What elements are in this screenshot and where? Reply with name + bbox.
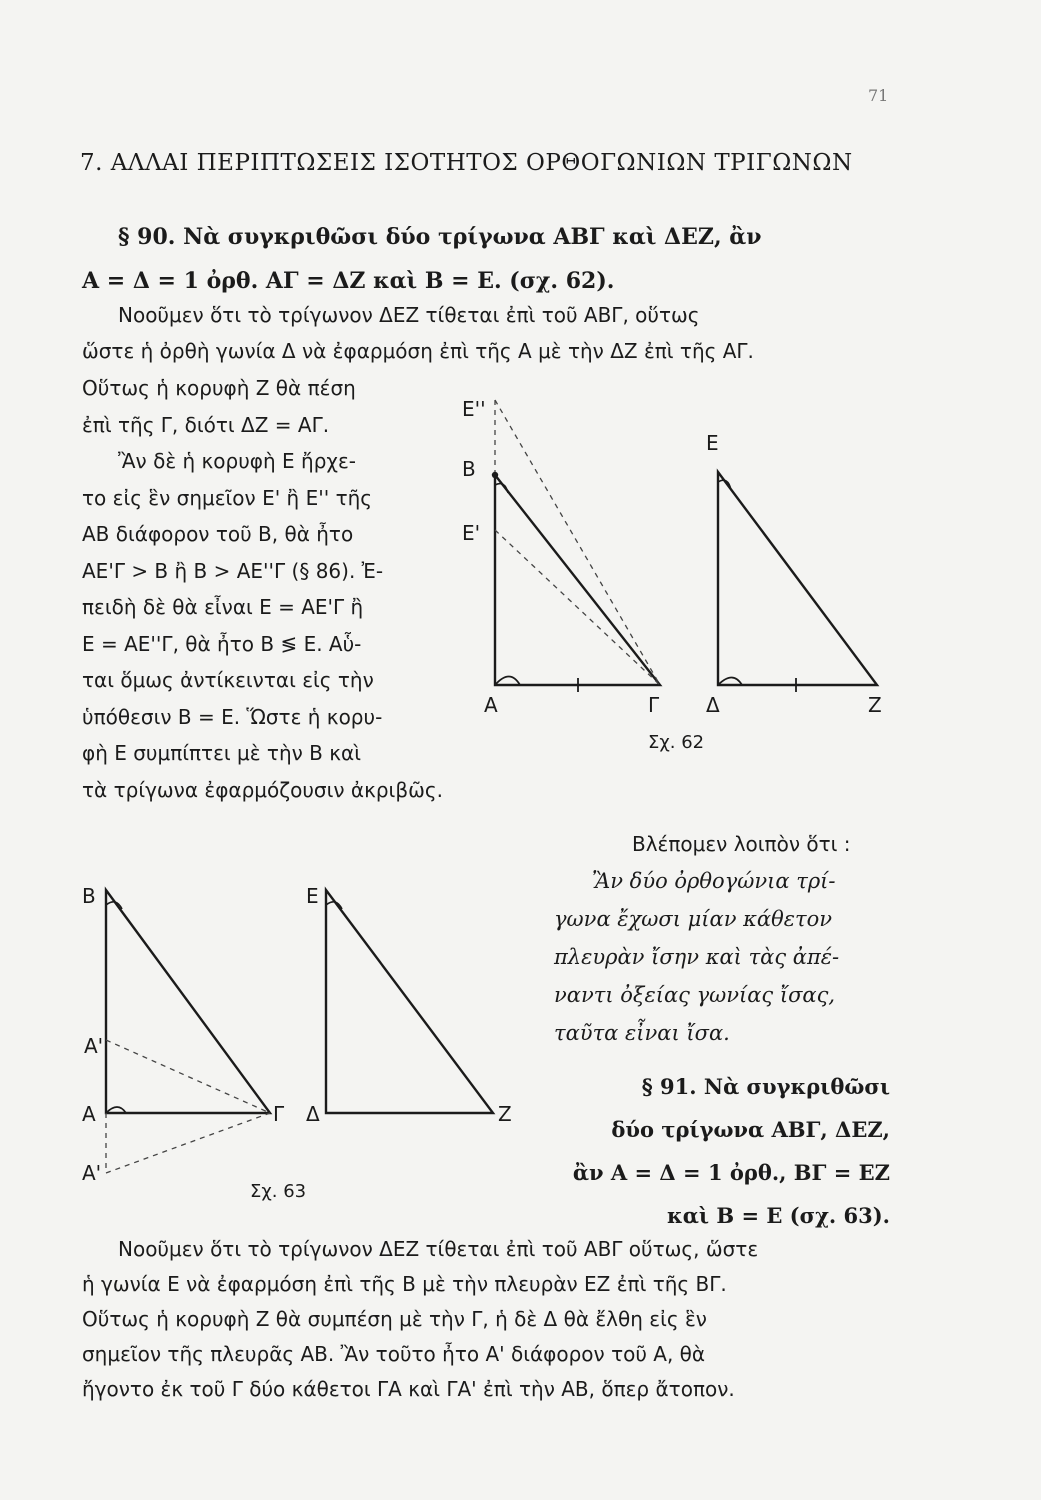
- page-number: 71: [868, 86, 889, 105]
- sec91-para-line: ἡ γωνία Ε νὰ ἐφαρμόση ἐπὶ τῆς Β μὲ τὴν πλευρὰν ΕΖ ἐπὶ τῆς ΒΓ.: [82, 1272, 727, 1296]
- section-heading: 7. ΑΛΛΑΙ ΠΕΡΙΠΤΩΣΕΙΣ ΙΣΟΤΗΤΟΣ ΟΡΘΟΓΩΝΙΩΝ ΤΡΙΓΩΝΩΝ: [80, 150, 853, 176]
- fig63-label-g: Γ: [273, 1102, 285, 1126]
- sec90-narrow-column: [82, 370, 443, 808]
- narrow-line: ται ὅμως ἀντίκεινται εἰς τὴν: [82, 668, 374, 692]
- fig63-label-a: A: [82, 1102, 96, 1126]
- fig62-label-g: Γ: [648, 693, 660, 717]
- triangle-abg-63: [106, 890, 270, 1113]
- sec91-para-line: σημεῖον τῆς πλευρᾶς ΑΒ. Ἂν τοῦτο ἦτο Α' διάφορον τοῦ Α, θὰ: [82, 1342, 706, 1366]
- dashed-line-e2-g: [495, 400, 660, 685]
- triangle-dez-63: [326, 890, 493, 1113]
- fig63-label-d: Δ: [306, 1102, 320, 1126]
- fig63-label-z: Z: [498, 1102, 512, 1126]
- narrow-line: Οὕτως ἡ κορυφὴ Ζ θὰ πέση: [82, 376, 356, 400]
- sec91-line: δύο τρίγωνα ΑΒΓ, ΔΕΖ,: [611, 1117, 890, 1142]
- sec91-line: ἂν Α = Δ = 1 ὀρθ., ΒΓ = ΕΖ: [572, 1160, 890, 1185]
- sec91-para-line: Νοοῦμεν ὅτι τὸ τρίγωνον ΔΕΖ τίθεται ἐπὶ τοῦ ΑΒΓ οὕτως, ὥστε: [118, 1237, 759, 1261]
- narrow-line: ΑΒ διάφορον τοῦ Β, θὰ ἦτο: [82, 522, 354, 546]
- narrow-line: τὰ τρίγωνα ἐφαρμόζουσιν ἀκριβῶς.: [82, 777, 443, 802]
- sec90-paragraph-line1: Νοοῦμεν ὅτι τὸ τρίγωνον ΔΕΖ τίθεται ἐπὶ τοῦ ΑΒΓ, οὕτως: [118, 303, 700, 327]
- fig62-label-a: A: [484, 693, 498, 717]
- fig62-label-e-double-prime: E'': [462, 397, 486, 421]
- fig62-caption: Σχ. 62: [648, 732, 705, 753]
- narrow-line: ἐπὶ τῆς Γ, διότι ΔΖ = ΑΓ.: [82, 412, 330, 437]
- sec91-line: καὶ Β = Ε (σχ. 63).: [667, 1203, 890, 1228]
- fig63-label-e: E: [306, 884, 319, 908]
- figure-63: [78, 875, 548, 1215]
- sec91-paragraph: [82, 1232, 758, 1407]
- fig63-label-a-prime-upper: A': [84, 1034, 104, 1058]
- dashed-line-a2-g: [106, 1113, 270, 1173]
- sec91-statement: [552, 1065, 890, 1237]
- rule-statement: [554, 862, 840, 1052]
- rule-intro: Βλέπομεν λοιπὸν ὅτι :: [632, 832, 851, 856]
- dashed-line-e1-g: [495, 530, 660, 685]
- narrow-line: Ε = ΑΕ''Γ, θὰ ἦτο Β ≶ Ε. Αὗ-: [82, 631, 362, 656]
- fig62-label-z: Z: [868, 693, 882, 717]
- fig63-caption: Σχ. 63: [250, 1181, 307, 1202]
- sec90-paragraph-line2: ὥστε ἡ ὀρθὴ γωνία Δ νὰ ἐφαρμόση ἐπὶ τῆς Α μὲ τὴν ΔΖ ἐπὶ τῆς ΑΓ.: [82, 339, 754, 363]
- fig62-label-e-prime: E': [462, 521, 481, 545]
- narrow-line: φὴ Ε συμπίπτει μὲ τὴν Β καὶ: [82, 741, 361, 765]
- sec91-para-line: ἤγοντο ἐκ τοῦ Γ δύο κάθετοι ΓΑ καὶ ΓΑ' ἐπὶ τὴν ΑΒ, ὅπερ ἄτοπον.: [82, 1377, 735, 1401]
- fig62-label-e: E: [706, 431, 719, 455]
- narrow-line: πειδὴ δὲ θὰ εἶναι Ε = ΑΕ'Γ ἢ: [82, 595, 364, 619]
- rule-line: πλευρὰν ἴσην καὶ τὰς ἀπέ-: [554, 945, 840, 969]
- rule-line: γωνα ἔχωσι μίαν κάθετον: [554, 907, 833, 931]
- sec91-para-line: Οὕτως ἡ κορυφὴ Ζ θὰ συμπέση μὲ τὴν Γ, ἡ δὲ Δ θὰ ἔλθη εἰς ἓν: [82, 1307, 707, 1331]
- rule-line: Ἂν δύο ὀρθογώνια τρί-: [592, 869, 836, 893]
- rule-line: ναντι ὀξείας γωνίας ἴσας,: [554, 983, 836, 1007]
- fig62-label-d: Δ: [706, 693, 720, 717]
- dashed-line-a1-g: [106, 1040, 270, 1113]
- right-angle-arc-a: [495, 677, 520, 686]
- rule-line: ταῦτα εἶναι ἴσα.: [554, 1021, 730, 1045]
- narrow-line: το εἰς ἓν σημεῖον Ε' ἢ Ε'' τῆς: [82, 485, 373, 510]
- point-b: [492, 472, 498, 478]
- fig62-label-b: B: [462, 457, 476, 481]
- narrow-line: Ἂν δὲ ἡ κορυφὴ Ε ἤρχε-: [118, 449, 356, 473]
- sec91-line: § 91. Νὰ συγκριθῶσι: [641, 1074, 890, 1099]
- figure-62: [450, 380, 900, 760]
- fig63-label-a-prime-lower: A': [82, 1161, 102, 1185]
- triangle-dez: [718, 472, 877, 685]
- sec90-statement-line2: Α = Δ = 1 ὀρθ. ΑΓ = ΔΖ καὶ Β = Ε. (σχ. 62).: [82, 268, 615, 294]
- triangle-abg: [495, 475, 660, 685]
- narrow-line: ὑπόθεσιν Β = Ε. Ὥστε ἡ κορυ-: [82, 704, 383, 729]
- fig63-label-b: B: [82, 884, 96, 908]
- sec90-statement-line1: § 90. Νὰ συγκριθῶσι δύο τρίγωνα ΑΒΓ καὶ ΔΕΖ, ἂν: [118, 224, 762, 250]
- narrow-line: ΑΕ'Γ > Β ἢ Β > ΑΕ''Γ (§ 86). Ἐ-: [82, 558, 384, 583]
